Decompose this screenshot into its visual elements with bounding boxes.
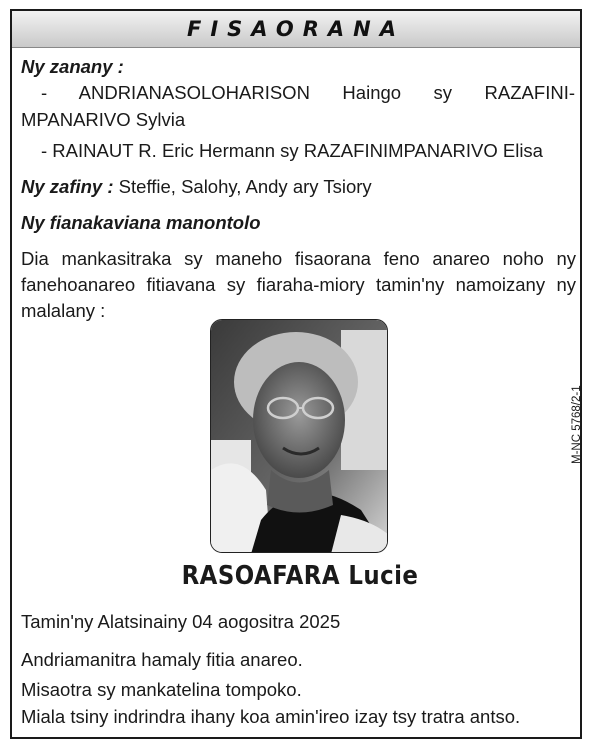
- grandchildren-row: [21, 174, 372, 199]
- closing-line-2: Misaotra sy mankatelina tompoko.: [21, 679, 302, 700]
- portrait-image: [211, 320, 388, 553]
- message-line-1: Dia mankasitraka sy maneho fisaorana feno anareo noho ny: [21, 248, 576, 269]
- grandchildren-names: Steffie, Salohy, Andy ary Tsiory: [118, 176, 372, 197]
- grandchildren-label: Ny zafiny :: [21, 176, 114, 197]
- children-line-2: - RAINAUT R. Eric Hermann sy RAZAFINIMPANARIVO Elisa: [41, 140, 543, 161]
- closing-line-1: Andriamanitra hamaly fitia anareo.: [21, 649, 303, 670]
- children-label: Ny zanany :: [21, 56, 124, 77]
- children-line-1b: MPANARIVO Sylvia: [21, 109, 186, 130]
- notice-header: [12, 11, 580, 48]
- deceased-name: RASOAFARA Lucie: [181, 561, 419, 591]
- deceased-photo: [210, 319, 388, 553]
- family-label: Ny fianakaviana manontolo: [21, 212, 261, 233]
- closing-line-3: Miala tsiny indrindra ihany koa amin'ireo izay tsy tratra antso.: [21, 706, 521, 727]
- message-line-3: malalany :: [21, 300, 106, 321]
- reference-code: M-NC 5768/2-1: [571, 385, 583, 464]
- message-line-2: fanehoanareo fitiavana sy fiaraha-miory tamin'ny namoizany ny: [21, 274, 576, 295]
- notice-title: FISAORANA: [187, 17, 405, 41]
- children-line-1: - ANDRIANASOLOHARISON Haingo sy RAZAFINI-: [41, 82, 575, 103]
- notice-date: Tamin'ny Alatsinainy 04 aogositra 2025: [21, 611, 341, 632]
